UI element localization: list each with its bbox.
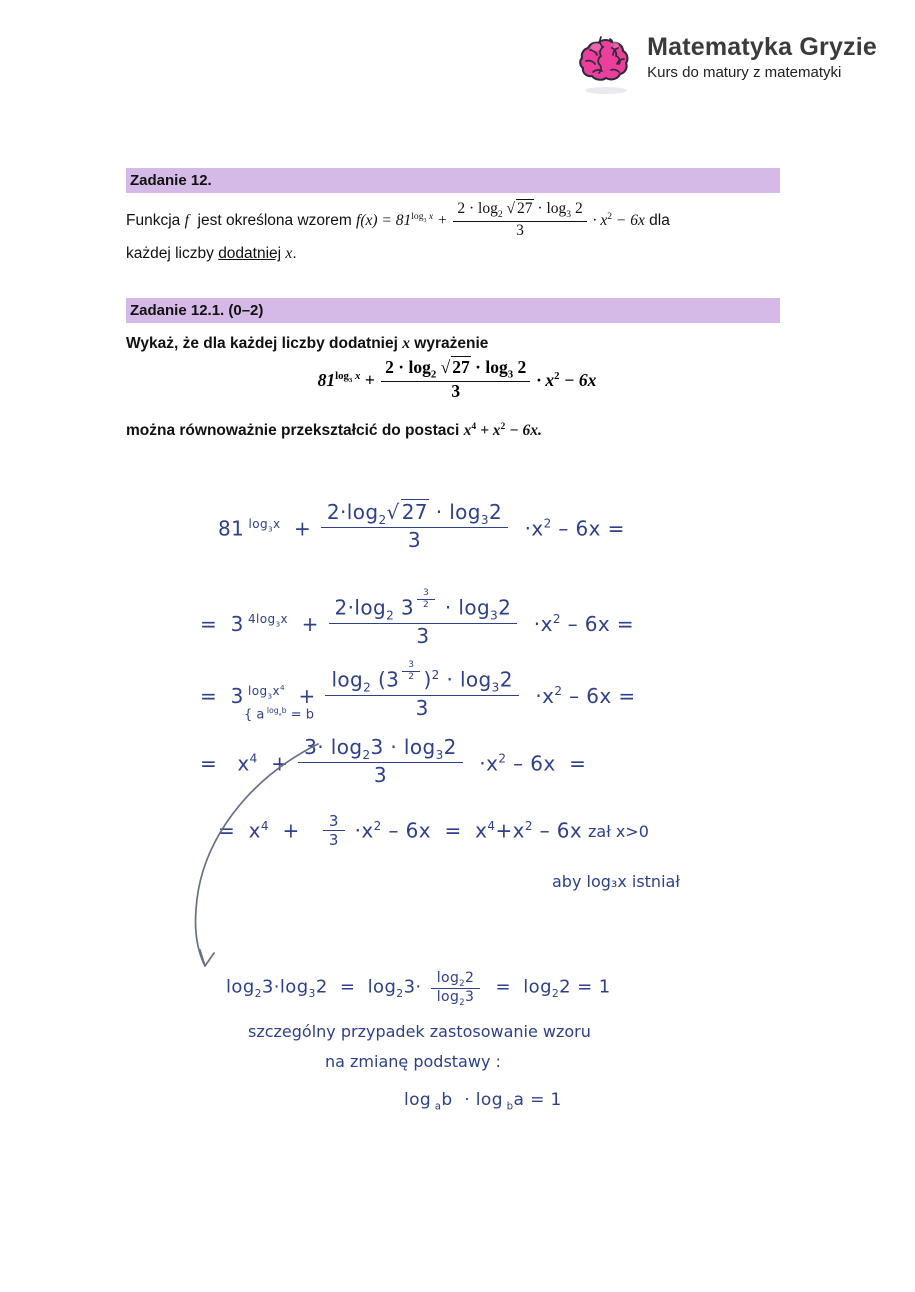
task-band-12 bbox=[126, 168, 780, 193]
statement-line2-dot: . bbox=[292, 245, 297, 263]
brand-header bbox=[575, 26, 877, 96]
handwritten-line-2: = 3 $^{4log_3x}$ + $2\cdot\log_2$ 3 $^{\frac{3}{2}}$ · $\log_32$ 3 $\cdot x^2 - 6x$ = bbox=[200, 588, 635, 648]
handwritten-bottom-formula: $\log_23\cdot\log_32 = \log_23\cdot$ $\frac{\log_22}{\log_23}$ = $\log_22 = 1$ bbox=[226, 970, 611, 1007]
subtask-prompt-a: Wykaż, że dla każdej liczby dodatniej bbox=[126, 335, 398, 352]
task-band-12-label: Zadanie 12. bbox=[130, 172, 212, 189]
statement-line2-var: x bbox=[285, 245, 293, 263]
statement-prefix: Funkcja bbox=[126, 212, 181, 230]
statement-formula: $f(x) = 81^{log_3 x}$ + $\frac{2 \cdot \log_2 √ 27 \cdot \log_3 2}{3}$ · $x^2 - 6x$ bbox=[356, 200, 645, 239]
subtask-conclusion bbox=[126, 412, 788, 446]
handwritten-bottom-text-line-1: szczególny przypadek zastosowanie wzoru bbox=[248, 1022, 591, 1041]
statement-suffix: dla bbox=[649, 212, 670, 230]
subtask-conclusion-formula: $x^4 + x^2 - 6x$. bbox=[463, 421, 542, 440]
task-band-12-1 bbox=[126, 298, 780, 323]
handwritten-identity-note: { a $^{log_ab}$ = b bbox=[244, 706, 314, 723]
handwritten-line-4: = $x^4$ + $\frac{3\cdot \log_23 \cdot \log_32}{3}$ $\cdot x^2 - 6x$ = bbox=[200, 735, 587, 788]
statement-line2-a: każdej liczby bbox=[126, 245, 214, 263]
statement-mid: jest określona wzorem bbox=[197, 212, 352, 230]
subtask-prompt bbox=[126, 329, 788, 359]
handwritten-bottom-identity: log $_a$b · log $_b$a = 1 bbox=[404, 1090, 562, 1113]
subtask-conclusion-a: można równoważnie przekształcić do postaci bbox=[126, 422, 460, 440]
task-band-12-1-label: Zadanie 12.1. (0–2) bbox=[130, 302, 264, 319]
handwritten-bottom-text-line-2: na zmianę podstawy : bbox=[325, 1052, 501, 1071]
brand-subtitle: Kurs do matury z matematyki bbox=[647, 64, 842, 82]
brain-icon bbox=[575, 26, 637, 96]
logo-shadow bbox=[585, 87, 627, 94]
subtask-prompt-var: x bbox=[402, 335, 410, 352]
handwritten-line-5: = $x^4$ + $\frac{3}{3}$ $\cdot x^2 - 6x = x^4+x^2 - 6x$ bbox=[218, 812, 583, 849]
handwritten-reason-note: aby log₃x istniał bbox=[552, 872, 680, 891]
handwritten-assumption-note: zał x>0 bbox=[588, 822, 649, 841]
statement-underlined-word: dodatniej bbox=[218, 245, 282, 263]
handwritten-line-1: 81 $^{log_3x}$ + $\frac{2\cdot\log_2√ 27 \cdot \log_32}{3}$ $\cdot x^2 - 6x$ = bbox=[218, 500, 625, 553]
subtask-prompt-b: wyrażenie bbox=[414, 335, 489, 352]
handwritten-line-3: = 3 $^{log_3x^4}$ + $\log_2 (3$ $^{\frac{3}{2}}$ )$^2 \cdot \log_32$ 3 $\cdot x^2 - 6x$ = bbox=[200, 660, 636, 720]
brand-title: Matematyka Gryzie bbox=[647, 33, 877, 61]
task-statement bbox=[126, 200, 788, 269]
statement-function-symbol: f bbox=[184, 212, 189, 230]
subtask-display-formula: $81^{log_3 x}$ + $\frac{2 \cdot \log_2 √ 27 \cdot \log_3 2}{3}$ · $x^2 - 6x$ bbox=[317, 357, 597, 401]
